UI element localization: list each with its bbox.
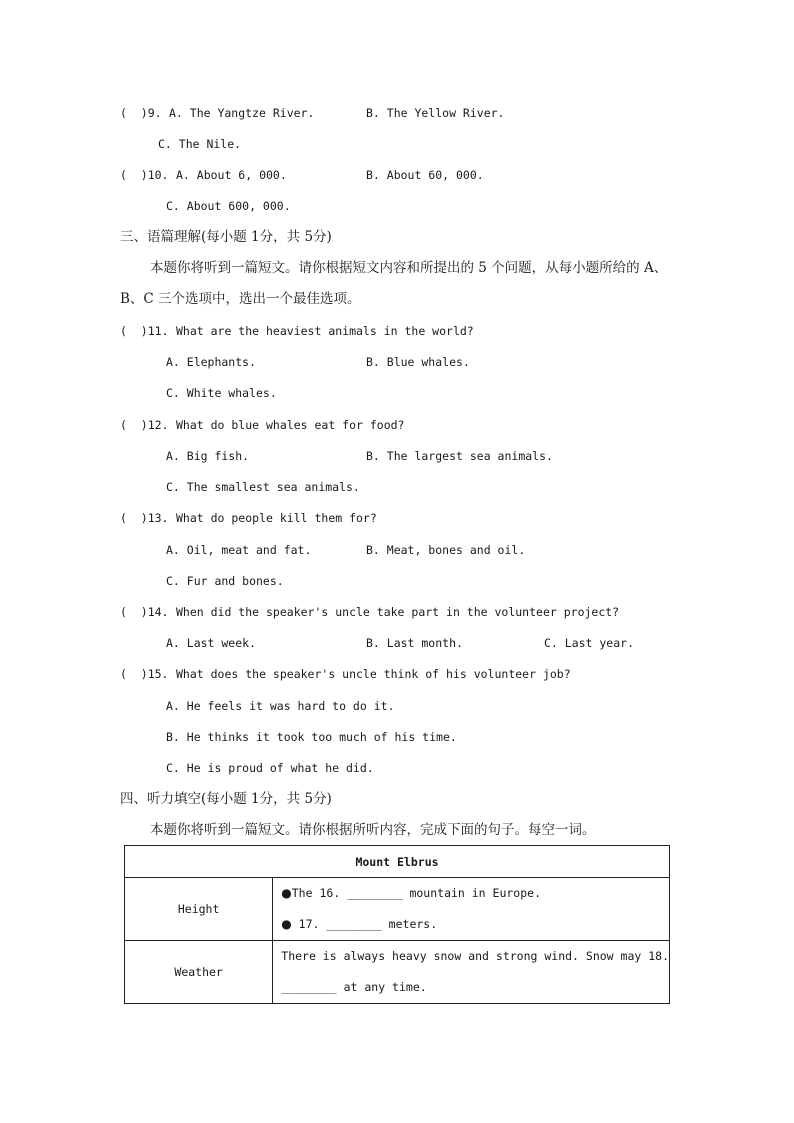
q10-option-a: A. About 6, 000.: [176, 168, 287, 182]
q10-option-b: B. About 60, 000.: [366, 168, 484, 182]
q12-option-b: B. The largest sea animals.: [366, 449, 553, 463]
q9-option-a: A. The Yangtze River.: [169, 106, 315, 120]
q11-option-c: C. White whales.: [166, 386, 277, 400]
weather-content: [273, 941, 670, 1004]
q11-option-a: A. Elephants.: [166, 355, 257, 369]
q13-option-c: C. Fur and bones.: [166, 574, 284, 588]
weather-label: Weather: [125, 941, 273, 1004]
section4-heading: 四、听力填空(每小题 1分，共 5分): [120, 791, 332, 807]
height-content: [273, 878, 670, 941]
q13-option-b: B. Meat, bones and oil.: [366, 543, 526, 557]
q11-option-b: B. Blue whales.: [366, 355, 470, 369]
q14-number: ( )14.: [120, 605, 169, 619]
q15-option-a: A. He feels it was hard to do it.: [166, 699, 395, 713]
height-line-2-text: 17. ________ meters.: [291, 917, 438, 931]
weather-line-1: There is always heavy snow and strong wind. Snow may 18.: [281, 949, 669, 963]
section3-heading: 三、语篇理解(每小题 1分，共 5分): [120, 229, 332, 245]
q9-option-b: B. The Yellow River.: [366, 106, 505, 120]
bullet-icon: ●: [281, 886, 292, 900]
weather-line-2: ________ at any time.: [281, 980, 427, 994]
q9-option-c: C. The Nile.: [158, 137, 242, 151]
q9-number: ( )9.: [120, 106, 162, 120]
q12-number: ( )12.: [120, 418, 169, 432]
section3-instructions-line1: 本题你将听到一篇短文。请你根据短文内容和所提出的 5 个问题，从每小题所给的 A、: [150, 260, 668, 276]
q12-question: What do blue whales eat for food?: [176, 418, 405, 432]
q14-option-c: C. Last year.: [544, 636, 635, 650]
height-label: Height: [125, 878, 273, 941]
mount-elbrus-table: [124, 845, 670, 1004]
q12-option-c: C. The smallest sea animals.: [166, 480, 360, 494]
q15-question: What does the speaker's uncle think of his volunteer job?: [176, 667, 571, 681]
q14-option-b: B. Last month.: [366, 636, 463, 650]
q10-option-c: C. About 600, 000.: [166, 199, 291, 213]
height-line-1: [273, 878, 669, 909]
q15-option-c: C. He is proud of what he did.: [166, 761, 374, 775]
q13-option-a: A. Oil, meat and fat.: [166, 543, 312, 557]
q14-question: When did the speaker's uncle take part in the volunteer project?: [176, 605, 620, 619]
q15-number: ( )15.: [120, 667, 169, 681]
q13-question: What do people kill them for?: [176, 511, 377, 525]
height-line-1-text: The 16. ________ mountain in Europe.: [291, 886, 541, 900]
section4-instructions: 本题你将听到一篇短文。请你根据所听内容，完成下面的句子。每空一词。: [150, 822, 596, 838]
q15-option-b: B. He thinks it took too much of his time.: [166, 730, 457, 744]
q13-number: ( )13.: [120, 511, 169, 525]
bullet-icon: ●: [281, 917, 292, 931]
q11-question: What are the heaviest animals in the world?: [176, 324, 474, 338]
table-title: Mount Elbrus: [125, 846, 670, 878]
q12-option-a: A. Big fish.: [166, 449, 250, 463]
q14-option-a: A. Last week.: [166, 636, 257, 650]
q11-number: ( )11.: [120, 324, 169, 338]
q10-number: ( )10.: [120, 168, 169, 182]
section3-instructions-line2: B、C 三个选项中，选出一个最佳选项。: [120, 291, 361, 307]
height-line-2: [273, 909, 669, 940]
